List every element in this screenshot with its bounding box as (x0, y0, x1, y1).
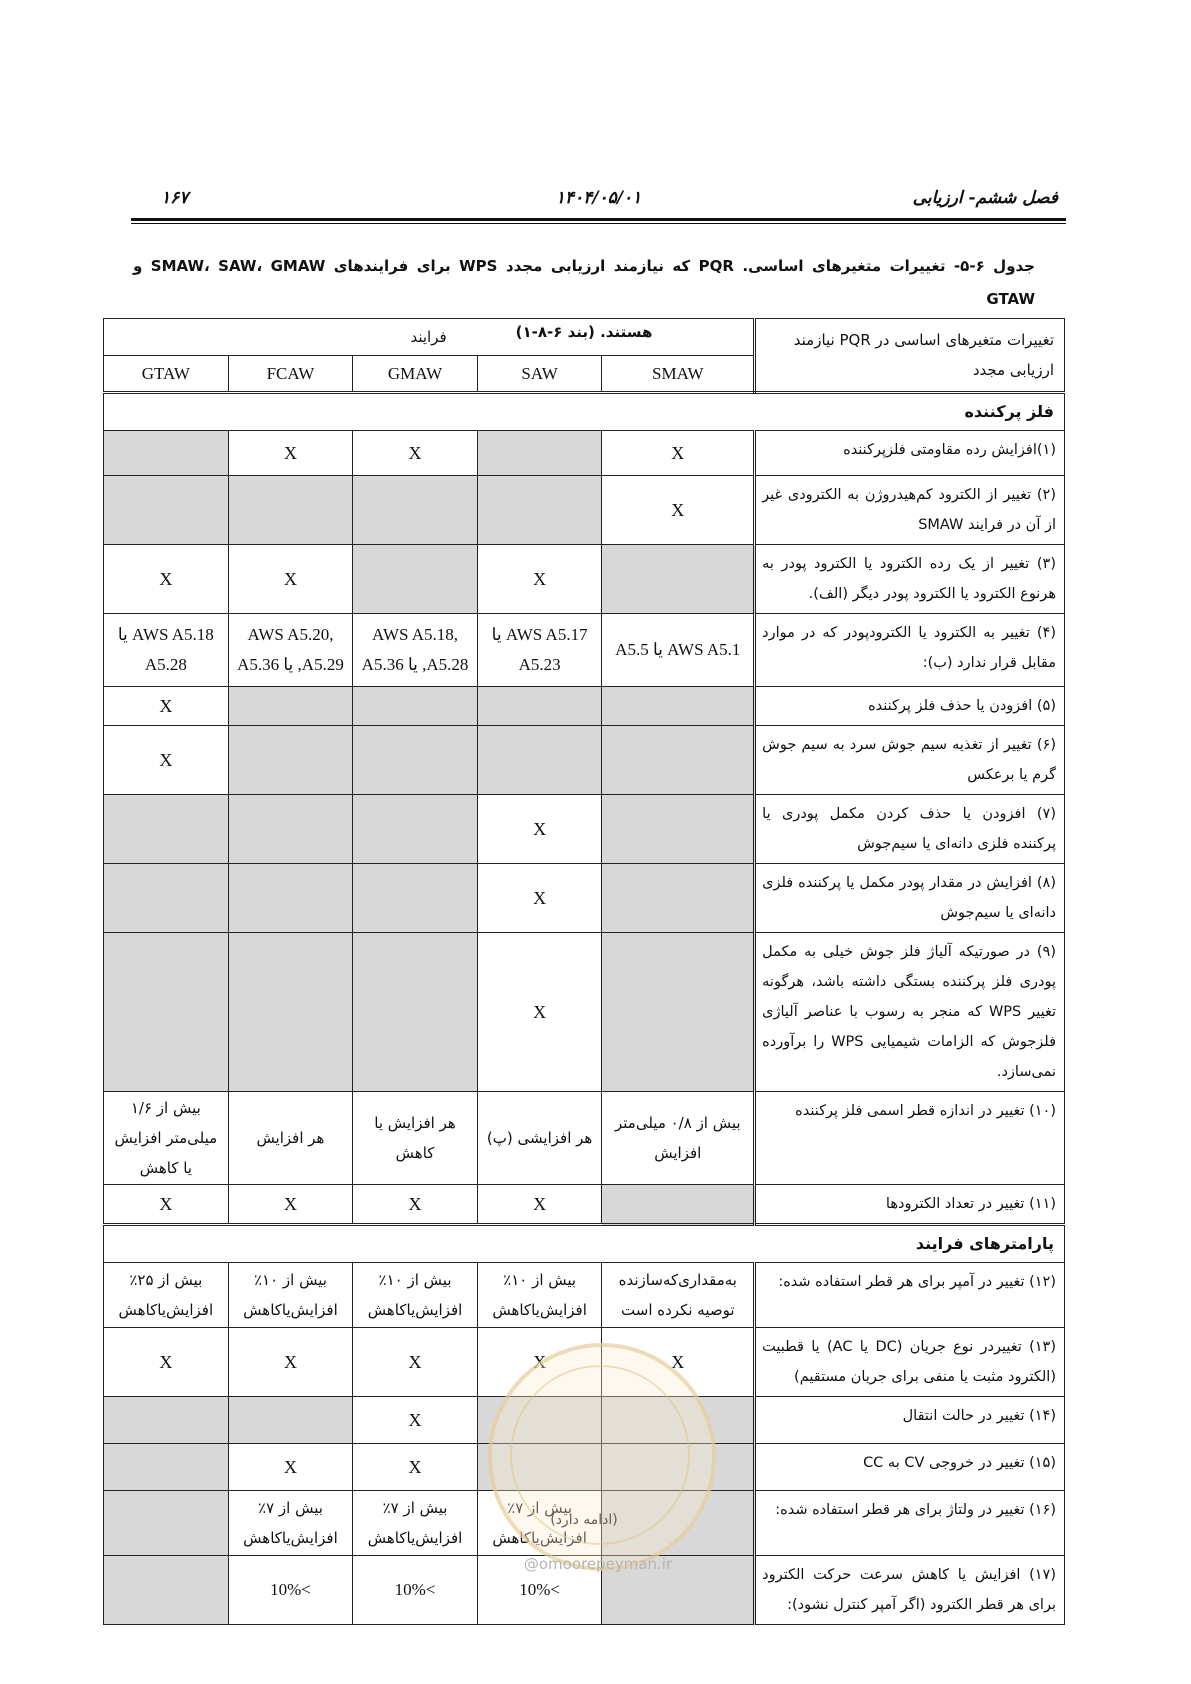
cell-saw (477, 431, 602, 476)
cell-gtaw: X (104, 687, 229, 726)
variable-label: (۵) افزودن یا حذف فلز پرکننده (755, 687, 1065, 726)
cell-gtaw (104, 431, 229, 476)
variable-label: (۴) تغییر به الکترود یا الکترودپودر که در موارد مقابل قرار ندارد (ب): (755, 614, 1065, 687)
variable-label: (۳) تغییر از یک رده الکترود یا الکترود پودر به هرنوع الکترود یا الکترود پودر دیگر (الف). (755, 545, 1065, 614)
cell-smaw: X (602, 1328, 755, 1397)
cell-fcaw (228, 1397, 353, 1444)
watermark-logo (488, 1343, 716, 1571)
cell-smaw: AWS A5.1 یا A5.5 (602, 614, 755, 687)
page-number: ۱۶۷ (161, 188, 189, 208)
table-row (104, 795, 1065, 864)
cell-saw: بیش از ۷٪ افزایش‌یاکاهش (477, 1491, 602, 1556)
process-header-fcaw: FCAW (228, 356, 353, 393)
page-date: ۱۴۰۴/۰۵/۰۱ (555, 188, 642, 208)
cell-fcaw (228, 476, 353, 545)
page-header (131, 188, 1066, 212)
cell-gtaw: بیش از ۱/۶ میلی‌متر افزایش یا کاهش (104, 1092, 229, 1185)
cell-fcaw: X (228, 545, 353, 614)
cell-smaw (602, 545, 755, 614)
process-header-smaw: SMAW (602, 356, 755, 393)
variable-label: (۲) تغییر از الکترود کم‌هیدروژن به الکترودی غیر از آن در فرایند SMAW (755, 476, 1065, 545)
cell-fcaw (228, 687, 353, 726)
variable-column-header: تغییرات متغیرهای اساسی در PQR نیازمند ارزیابی مجدد (755, 319, 1065, 393)
chapter-title: فصل ششم- ارزیابی (912, 188, 1058, 208)
cell-gmaw (353, 726, 478, 795)
process-header-gtaw: GTAW (104, 356, 229, 393)
cell-fcaw: X (228, 1328, 353, 1397)
cell-gtaw (104, 795, 229, 864)
table-row (104, 1092, 1065, 1185)
cell-fcaw: >10% (228, 1556, 353, 1625)
watermark-ring (510, 1365, 690, 1545)
table-row (104, 864, 1065, 933)
cell-smaw: X (602, 431, 755, 476)
variable-label: (۱)افزایش رده مقاومتی فلزپرکننده (755, 431, 1065, 476)
cell-fcaw: AWS A5.20, A5.29, یا A5.36 (228, 614, 353, 687)
cell-fcaw: X (228, 431, 353, 476)
cell-smaw (602, 726, 755, 795)
cell-fcaw: بیش از ۱۰٪ افزایش‌یاکاهش (228, 1263, 353, 1328)
cell-saw: X (477, 864, 602, 933)
cell-saw (477, 687, 602, 726)
cell-fcaw (228, 864, 353, 933)
cell-gtaw (104, 864, 229, 933)
table-row (104, 933, 1065, 1092)
cell-gmaw: >10% (353, 1556, 478, 1625)
cell-gmaw: X (353, 1185, 478, 1225)
cell-smaw (602, 795, 755, 864)
cell-gmaw: X (353, 1397, 478, 1444)
cell-gtaw (104, 1397, 229, 1444)
cell-fcaw: X (228, 1185, 353, 1225)
process-header-gmaw: GMAW (353, 356, 478, 393)
cell-gmaw: AWS A5.18, A5.28, یا A5.36 (353, 614, 478, 687)
cell-fcaw (228, 795, 353, 864)
cell-gtaw: بیش از ۲۵٪ افزایش‌یاکاهش (104, 1263, 229, 1328)
header-row-group (104, 319, 1065, 356)
cell-saw: >10% (477, 1556, 602, 1625)
cell-saw: X (477, 795, 602, 864)
cell-gtaw (104, 476, 229, 545)
cell-fcaw (228, 933, 353, 1092)
cell-smaw: بیش از ۰/۸ میلی‌متر افزایش (602, 1092, 755, 1185)
cell-gmaw: بیش از ۷٪ افزایش‌یاکاهش (353, 1491, 478, 1556)
cell-gmaw (353, 864, 478, 933)
variable-label: (۶) تغییر از تغذیه سیم جوش سرد به سیم جوش گرم یا برعکس (755, 726, 1065, 795)
variable-label: (۱۵) تغییر در خروجی CV به CC (755, 1444, 1065, 1491)
caption-line-2: هستند. (بند ۶-۸-۱) (515, 323, 653, 341)
header-rule (131, 218, 1066, 221)
cell-gtaw (104, 1556, 229, 1625)
cell-gtaw: X (104, 1185, 229, 1225)
variable-label: (۱۰) تغییر در اندازه قطر اسمی فلز پرکننده (755, 1092, 1065, 1185)
variable-label: (۱۴) تغییر در حالت انتقال (755, 1397, 1065, 1444)
cell-smaw (602, 933, 755, 1092)
cell-gtaw (104, 933, 229, 1092)
continued-note: (ادامه دارد) (550, 1512, 618, 1528)
process-header-saw: SAW (477, 356, 602, 393)
cell-gmaw: X (353, 1328, 478, 1397)
cell-fcaw: هر افزایش (228, 1092, 353, 1185)
table-row (104, 545, 1065, 614)
variable-label: (۱۳) تغییردر نوع جریان (DC یا AC) یا قطبیت (الکترود مثبت یا منفی برای جریان مستقیم) (755, 1328, 1065, 1397)
cell-gmaw: بیش از ۱۰٪ افزایش‌یاکاهش (353, 1263, 478, 1328)
cell-gtaw: X (104, 545, 229, 614)
cell-gtaw: X (104, 726, 229, 795)
variable-label: (۱۶) تغییر در ولتاژ برای هر قطر استفاده شده: (755, 1491, 1065, 1556)
process-group-header: فرایند (104, 319, 755, 356)
cell-smaw: به‌مقداری‌که‌سازنده توصیه نکرده است (602, 1263, 755, 1328)
cell-fcaw (228, 726, 353, 795)
cell-fcaw: بیش از ۷٪ افزایش‌یاکاهش (228, 1491, 353, 1556)
cell-smaw (602, 1185, 755, 1225)
cell-gtaw (104, 1444, 229, 1491)
table-row (104, 614, 1065, 687)
cell-smaw (602, 864, 755, 933)
cell-gmaw (353, 476, 478, 545)
cell-gmaw (353, 933, 478, 1092)
cell-saw: X (477, 545, 602, 614)
cell-saw: هر افزایشی (پ) (477, 1092, 602, 1185)
variable-label: (۱۷) افزایش یا کاهش سرعت حرکت الکترود برای هر قطر الکترود (اگر آمپر کنترل نشود): (755, 1556, 1065, 1625)
caption-line-1: جدول ۶-۵- تغییرات متغیرهای اساسی. PQR که نیازمند ارزیابی مجدد WPS برای فرایندهای SMAW، SAW، GMAW و GTAW (133, 257, 1035, 308)
cell-saw: AWS A5.17 یا A5.23 (477, 614, 602, 687)
variable-label: (۹) در صورتیکه آلیاژ فلز جوش خیلی به مکمل پودری فلز پرکننده بستگی داشته باشد، هرگونه تغییر WPS که منجر به رسوب با عناصر آلیاژی فلزجوش که الزامات شیمیایی WPS را برآورده نمی‌سازد. (755, 933, 1065, 1092)
cell-smaw: X (602, 476, 755, 545)
cell-saw: بیش از ۱۰٪ افزایش‌یاکاهش (477, 1263, 602, 1328)
table-row (104, 726, 1065, 795)
cell-saw: X (477, 1185, 602, 1225)
cell-saw: X (477, 1328, 602, 1397)
cell-gmaw (353, 795, 478, 864)
cell-gmaw: X (353, 431, 478, 476)
table-row (104, 1263, 1065, 1328)
cell-fcaw: X (228, 1444, 353, 1491)
section-row (104, 1225, 1065, 1263)
variable-label: (۷) افزودن یا حذف کردن مکمل پودری یا پرکننده فلزی دانه‌ای یا سیم‌جوش (755, 795, 1065, 864)
variable-label: (۱۱) تغییر در تعداد الکترودها (755, 1185, 1065, 1225)
cell-saw: X (477, 933, 602, 1092)
cell-saw (477, 476, 602, 545)
cell-gmaw: هر افزایش یا کاهش (353, 1092, 478, 1185)
cell-gmaw: X (353, 1444, 478, 1491)
variable-label: (۸) افزایش در مقدار پودر مکمل یا پرکننده فلزی دانه‌ای یا سیم‌جوش (755, 864, 1065, 933)
section-title: فلز پرکننده (104, 393, 1065, 431)
table-row (104, 476, 1065, 545)
cell-saw (477, 726, 602, 795)
table-row (104, 431, 1065, 476)
header-rule-thin (131, 223, 1066, 224)
table-row (104, 1185, 1065, 1225)
table-row (104, 687, 1065, 726)
section-title: پارامترهای فرایند (104, 1225, 1065, 1263)
cell-gmaw (353, 687, 478, 726)
section-row (104, 393, 1065, 431)
watermark-url: @omoorepeyman.ir (523, 1555, 673, 1573)
cell-gtaw: X (104, 1328, 229, 1397)
variable-label: (۱۲) تغییر در آمپر برای هر قطر استفاده شده: (755, 1263, 1065, 1328)
cell-gmaw (353, 545, 478, 614)
cell-gtaw: AWS A5.18 یا A5.28 (104, 614, 229, 687)
cell-smaw (602, 687, 755, 726)
